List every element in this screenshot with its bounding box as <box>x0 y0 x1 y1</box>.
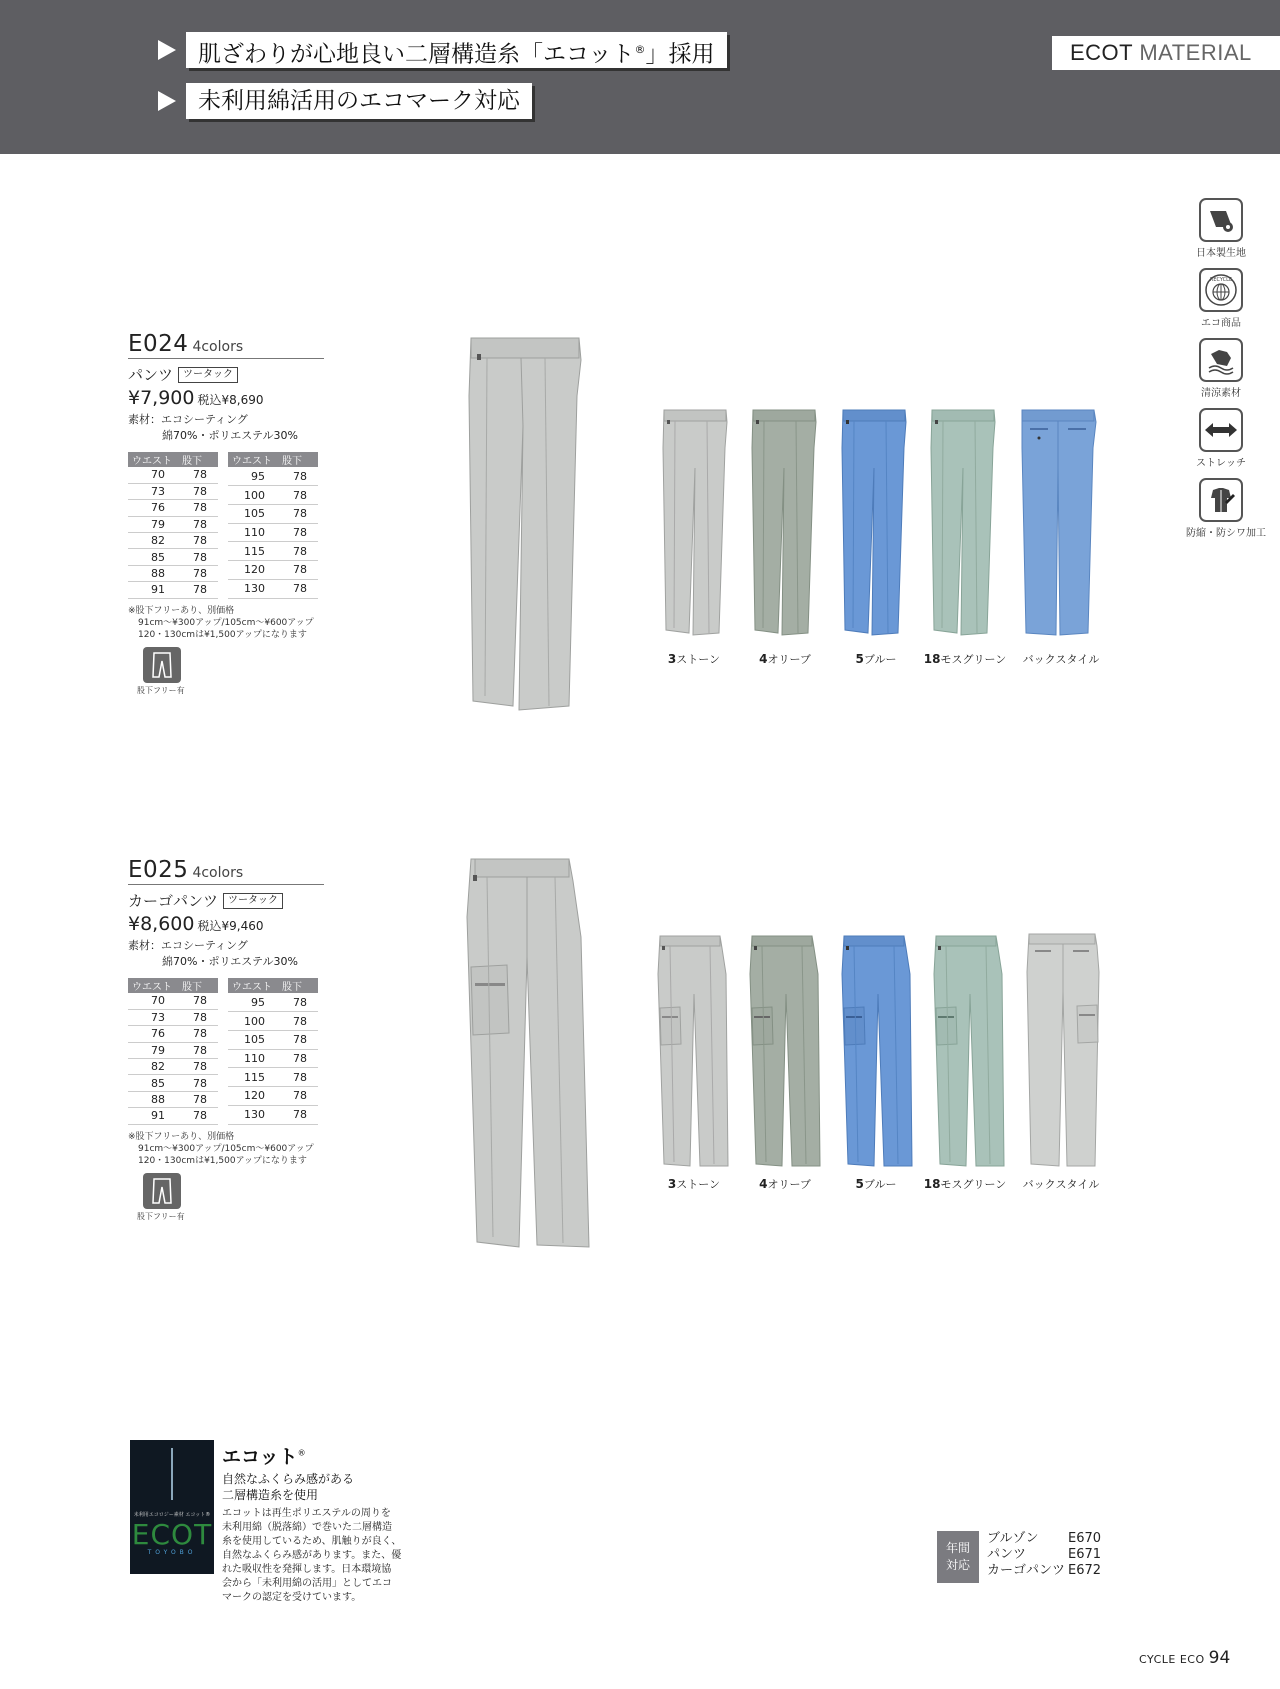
note-line: ※股下フリーあり、別価格 <box>128 605 235 616</box>
size-table-right <box>228 452 318 599</box>
material-info <box>128 412 458 444</box>
pants-olive-e024 <box>750 408 818 638</box>
series-name: CYCLE ECO <box>1139 1653 1205 1666</box>
ecot-desc-line: 未利用綿（脱落綿）で巻いた二層構造 <box>222 1522 392 1533</box>
color-name: ブルー <box>863 1178 897 1191</box>
inseam-cell: 78 <box>178 1009 218 1025</box>
ecot-description <box>222 1507 417 1605</box>
feature-cool <box>1186 338 1256 399</box>
material-line: 素材：エコシーティング <box>128 939 248 952</box>
note-line: ※股下フリーあり、別価格 <box>128 1131 235 1142</box>
ecot-logo-sub: TOYOBO <box>147 1549 197 1556</box>
series-item-code: E670 <box>1068 1531 1102 1546</box>
product-code-line <box>128 857 324 885</box>
ecot-title <box>222 1442 417 1469</box>
waist-cell: 79 <box>128 516 178 532</box>
inseam-cell: 78 <box>278 542 318 561</box>
color-label-back-e024 <box>1021 651 1101 667</box>
table-row <box>128 565 218 581</box>
color-number: 5 <box>855 1177 864 1191</box>
ecot-desc-line: マークの認定を受けています。 <box>222 1592 362 1603</box>
price-tax-in: 税込¥8,690 <box>197 393 264 407</box>
pants-outline-icon <box>143 647 181 683</box>
list-item <box>987 1531 1101 1547</box>
header-waist: ウエスト <box>128 978 178 993</box>
headline-2 <box>158 81 532 121</box>
annual-badge <box>937 1531 979 1583</box>
waist-cell: 91 <box>128 582 178 598</box>
waist-cell: 115 <box>228 1068 278 1087</box>
color-label-moss-e025 <box>922 1176 1008 1192</box>
header-inseam: 股下 <box>178 452 218 467</box>
waist-cell: 110 <box>228 1049 278 1068</box>
color-name: モスグリーン <box>940 1178 1007 1191</box>
product-name: カーゴパンツ <box>128 892 219 910</box>
pants-blue-e025 <box>840 934 914 1168</box>
table-row <box>128 993 218 1009</box>
waist-cell: 76 <box>128 1026 178 1042</box>
tuck-tag: ツータック <box>178 367 238 383</box>
tuck-tag: ツータック <box>223 893 283 909</box>
inseam-cell: 78 <box>178 993 218 1009</box>
inseam-cell: 78 <box>278 561 318 580</box>
header-inseam: 股下 <box>178 978 218 993</box>
ecot-subtitle-line: 二層構造糸を使用 <box>222 1488 319 1502</box>
header-inseam: 股下 <box>278 978 318 993</box>
product-code-line <box>128 331 324 359</box>
color-number: 4 <box>759 652 768 666</box>
table-row <box>128 1091 218 1107</box>
annual-badge-line: 年間 <box>945 1541 970 1555</box>
headline-1 <box>158 30 727 70</box>
inseam-cell: 78 <box>278 467 318 486</box>
material-bold: ECOT <box>1070 40 1133 65</box>
pants-stone-e025 <box>656 934 730 1168</box>
ecot-logo-top-text: 未利用エコロジー素材 エコット® <box>133 1512 211 1518</box>
series-item-name: パンツ <box>987 1547 1027 1562</box>
headline-1-text-end: 」採用 <box>645 41 715 68</box>
inseam-cell: 78 <box>178 1026 218 1042</box>
pants-olive-e025 <box>748 934 822 1168</box>
pants-main-image-e025 <box>465 857 595 1249</box>
annual-list <box>987 1531 1101 1583</box>
color-name: ストーン <box>676 653 721 666</box>
series-item-code: E671 <box>1068 1547 1102 1562</box>
inseam-free-badge <box>137 1173 185 1222</box>
headline-1-box <box>186 32 727 68</box>
ecot-desc-line: 糸を使用しているため、肌触りが良く、 <box>222 1536 402 1547</box>
color-label-blue-e025 <box>851 1176 901 1192</box>
inseam-cell: 78 <box>278 1049 318 1068</box>
note-line: 91cm～¥300アップ/105cm～¥600アップ <box>138 1143 314 1154</box>
stretch-arrows-icon <box>1199 408 1243 452</box>
table-row <box>128 1042 218 1058</box>
headline-1-text: 肌ざわりが心地良い二層構造糸「エコット <box>198 41 635 68</box>
product-name: パンツ <box>128 366 174 384</box>
waist-cell: 85 <box>128 1075 178 1091</box>
waist-cell: 88 <box>128 565 178 581</box>
table-row <box>128 1075 218 1091</box>
table-row <box>228 504 318 523</box>
size-note <box>128 1131 458 1167</box>
pants-main-image-e024 <box>465 336 585 716</box>
table-row <box>228 542 318 561</box>
inseam-free-label: 股下フリー有 <box>137 685 185 695</box>
inseam-cell: 78 <box>278 486 318 505</box>
product-e025 <box>128 857 458 1222</box>
feature-label: 清涼素材 <box>1201 388 1241 399</box>
price-line <box>128 387 458 409</box>
table-row <box>228 1068 318 1087</box>
inseam-cell: 78 <box>278 1087 318 1106</box>
material-composition: 綿70%・ポリエステル30% <box>162 955 298 968</box>
pants-back-e025 <box>1023 932 1101 1168</box>
table-row <box>228 1087 318 1106</box>
feature-anti-shrink <box>1186 478 1266 539</box>
color-name: バックスタイル <box>1022 653 1100 666</box>
waist-cell: 110 <box>228 523 278 542</box>
price: ¥7,900 <box>128 387 195 409</box>
product-name-line <box>128 890 458 911</box>
ecot-subtitle-line: 自然なふくらみ感がある <box>222 1472 355 1486</box>
feature-japan-fabric <box>1186 198 1256 259</box>
color-label-olive-e025 <box>757 1176 813 1192</box>
table-row <box>228 1030 318 1049</box>
triangle-bullet-icon <box>158 91 176 111</box>
product-code: E025 <box>128 857 189 883</box>
inseam-cell: 78 <box>278 523 318 542</box>
inseam-cell: 78 <box>278 1105 318 1124</box>
color-count: 4colors <box>192 865 244 881</box>
inseam-cell: 78 <box>178 549 218 565</box>
inseam-cell: 78 <box>178 1042 218 1058</box>
pants-moss-e024 <box>929 408 997 638</box>
pants-blue-e024 <box>840 408 908 638</box>
price-line <box>128 913 458 935</box>
color-name: ストーン <box>676 1178 721 1191</box>
waist-cell: 85 <box>128 549 178 565</box>
list-item <box>987 1563 1101 1579</box>
inseam-cell: 78 <box>178 565 218 581</box>
inseam-cell: 78 <box>178 1075 218 1091</box>
table-row <box>128 1009 218 1025</box>
inseam-cell: 78 <box>278 579 318 598</box>
inseam-free-label: 股下フリー有 <box>137 1211 185 1221</box>
waist-cell: 76 <box>128 500 178 516</box>
waist-cell: 130 <box>228 579 278 598</box>
inseam-cell: 78 <box>178 516 218 532</box>
size-table-right <box>228 978 318 1125</box>
color-number: 3 <box>667 1177 677 1191</box>
table-row <box>228 1049 318 1068</box>
waist-cell: 105 <box>228 504 278 523</box>
list-item <box>987 1547 1101 1563</box>
note-line: 91cm～¥300アップ/105cm～¥600アップ <box>138 617 314 628</box>
inseam-cell: 78 <box>278 1068 318 1087</box>
color-number: 18 <box>923 652 941 666</box>
color-label-stone-e025 <box>666 1176 722 1192</box>
material-info <box>128 938 458 970</box>
table-row <box>128 582 218 598</box>
ecot-logo-image <box>130 1440 214 1574</box>
product-e024 <box>128 331 458 696</box>
waist-cell: 120 <box>228 1087 278 1106</box>
waist-cell: 100 <box>228 486 278 505</box>
product-code: E024 <box>128 331 189 357</box>
table-row <box>228 579 318 598</box>
ecot-material-badge <box>1052 36 1280 70</box>
color-name: ブルー <box>863 653 897 666</box>
material-composition: 綿70%・ポリエステル30% <box>162 429 298 442</box>
pants-moss-e025 <box>932 934 1006 1168</box>
color-name: オリーブ <box>767 1178 811 1191</box>
fabric-roll-icon <box>1199 198 1243 242</box>
header-waist: ウエスト <box>228 978 278 993</box>
header-waist: ウエスト <box>228 452 278 467</box>
size-table-left <box>128 978 218 1125</box>
feature-label: 防縮・防シワ加工 <box>1186 528 1266 539</box>
color-name: オリーブ <box>767 653 811 666</box>
ecot-desc-line: エコットは再生ポリエステルの周りを <box>222 1508 391 1519</box>
anti-shrink-icon <box>1199 478 1243 522</box>
svg-text:RECYCLE: RECYCLE <box>1209 277 1233 283</box>
table-row <box>128 483 218 499</box>
size-note <box>128 605 458 641</box>
feature-label: 日本製生地 <box>1196 248 1246 259</box>
ecot-title-text: エコット <box>222 1446 298 1468</box>
table-row <box>128 549 218 565</box>
size-table-left <box>128 452 218 599</box>
table-row <box>228 1012 318 1031</box>
page-number: 94 <box>1208 1648 1231 1668</box>
color-number: 5 <box>855 652 864 666</box>
table-row <box>128 1059 218 1075</box>
waist-cell: 88 <box>128 1091 178 1107</box>
waist-cell: 130 <box>228 1105 278 1124</box>
inseam-cell: 78 <box>178 1091 218 1107</box>
ecot-desc-line: 自然なふくらみ感があります。また、優 <box>222 1550 402 1561</box>
waist-cell: 105 <box>228 1030 278 1049</box>
ecot-subtitle <box>222 1471 417 1503</box>
waist-cell: 82 <box>128 533 178 549</box>
table-row <box>228 486 318 505</box>
pants-outline-icon <box>143 1173 181 1209</box>
waist-cell: 70 <box>128 993 178 1009</box>
material-light: MATERIAL <box>1139 40 1252 65</box>
table-row <box>128 1108 218 1124</box>
color-name: バックスタイル <box>1022 1178 1100 1191</box>
cool-material-icon <box>1199 338 1243 382</box>
note-line: 120・130cmは¥1,500アップになります <box>138 629 307 640</box>
recycle-globe-icon <box>1199 268 1243 312</box>
note-line: 120・130cmは¥1,500アップになります <box>138 1155 307 1166</box>
color-label-blue-e024 <box>851 651 901 667</box>
inseam-cell: 78 <box>178 1059 218 1075</box>
inseam-cell: 78 <box>178 483 218 499</box>
feature-stretch <box>1186 408 1256 469</box>
headline-2-box: 未利用綿活用のエコマーク対応 <box>186 83 532 119</box>
ecot-desc-line: 会から「未利用綿の活用」としてエコ <box>222 1578 392 1589</box>
table-row <box>128 500 218 516</box>
color-count: 4colors <box>192 339 244 355</box>
waist-cell: 70 <box>128 467 178 483</box>
feature-icons <box>1186 198 1266 548</box>
page-footer <box>1139 1648 1230 1668</box>
pants-stone-e024 <box>661 408 729 638</box>
table-row <box>228 561 318 580</box>
color-label-moss-e024 <box>922 651 1008 667</box>
inseam-cell: 78 <box>178 500 218 516</box>
color-number: 18 <box>923 1177 941 1191</box>
ecot-info <box>222 1442 417 1605</box>
table-row <box>228 467 318 486</box>
inseam-cell: 78 <box>178 533 218 549</box>
inseam-cell: 78 <box>278 1012 318 1031</box>
table-row <box>128 467 218 483</box>
waist-cell: 73 <box>128 1009 178 1025</box>
inseam-cell: 78 <box>278 993 318 1012</box>
price: ¥8,600 <box>128 913 195 935</box>
inseam-cell: 78 <box>178 467 218 483</box>
triangle-bullet-icon <box>158 40 176 60</box>
waist-cell: 95 <box>228 993 278 1012</box>
table-row <box>228 993 318 1012</box>
annual-badge-line: 対応 <box>945 1558 970 1572</box>
waist-cell: 79 <box>128 1042 178 1058</box>
registered-mark: ® <box>297 1448 306 1458</box>
registered-mark: ® <box>634 43 646 56</box>
table-row <box>128 533 218 549</box>
ecot-logo-text: ECOT <box>131 1518 213 1551</box>
size-tables <box>128 978 458 1125</box>
material-line: 素材：エコシーティング <box>128 413 248 426</box>
waist-cell: 73 <box>128 483 178 499</box>
color-name: モスグリーン <box>940 653 1007 666</box>
table-row <box>228 523 318 542</box>
header-waist: ウエスト <box>128 452 178 467</box>
color-number: 4 <box>759 1177 768 1191</box>
inseam-cell: 78 <box>178 1108 218 1124</box>
feature-label: ストレッチ <box>1196 458 1246 469</box>
waist-cell: 82 <box>128 1059 178 1075</box>
header-banner <box>0 0 1280 154</box>
waist-cell: 120 <box>228 561 278 580</box>
pants-back-e024 <box>1018 408 1098 638</box>
header-inseam: 股下 <box>278 452 318 467</box>
feature-label: エコ商品 <box>1201 318 1241 329</box>
color-number: 3 <box>667 652 677 666</box>
color-label-olive-e024 <box>757 651 813 667</box>
ecot-desc-line: れた吸収性を発揮します。日本環境協 <box>222 1564 392 1575</box>
color-label-back-e025 <box>1021 1176 1101 1192</box>
waist-cell: 100 <box>228 1012 278 1031</box>
product-name-line <box>128 364 458 385</box>
waist-cell: 91 <box>128 1108 178 1124</box>
table-row <box>128 516 218 532</box>
inseam-cell: 78 <box>278 504 318 523</box>
inseam-cell: 78 <box>178 582 218 598</box>
inseam-cell: 78 <box>278 1030 318 1049</box>
feature-eco <box>1186 268 1256 329</box>
size-tables <box>128 452 458 599</box>
color-label-stone-e024 <box>666 651 722 667</box>
table-row <box>128 1026 218 1042</box>
price-tax-in: 税込¥9,460 <box>197 919 264 933</box>
series-item-code: E672 <box>1068 1563 1102 1578</box>
inseam-free-badge <box>137 647 185 696</box>
waist-cell: 115 <box>228 542 278 561</box>
series-item-name: ブルゾン <box>987 1531 1039 1546</box>
table-row <box>228 1105 318 1124</box>
annual-series-box <box>937 1531 1101 1583</box>
waist-cell: 95 <box>228 467 278 486</box>
series-item-name: カーゴパンツ <box>987 1563 1066 1578</box>
